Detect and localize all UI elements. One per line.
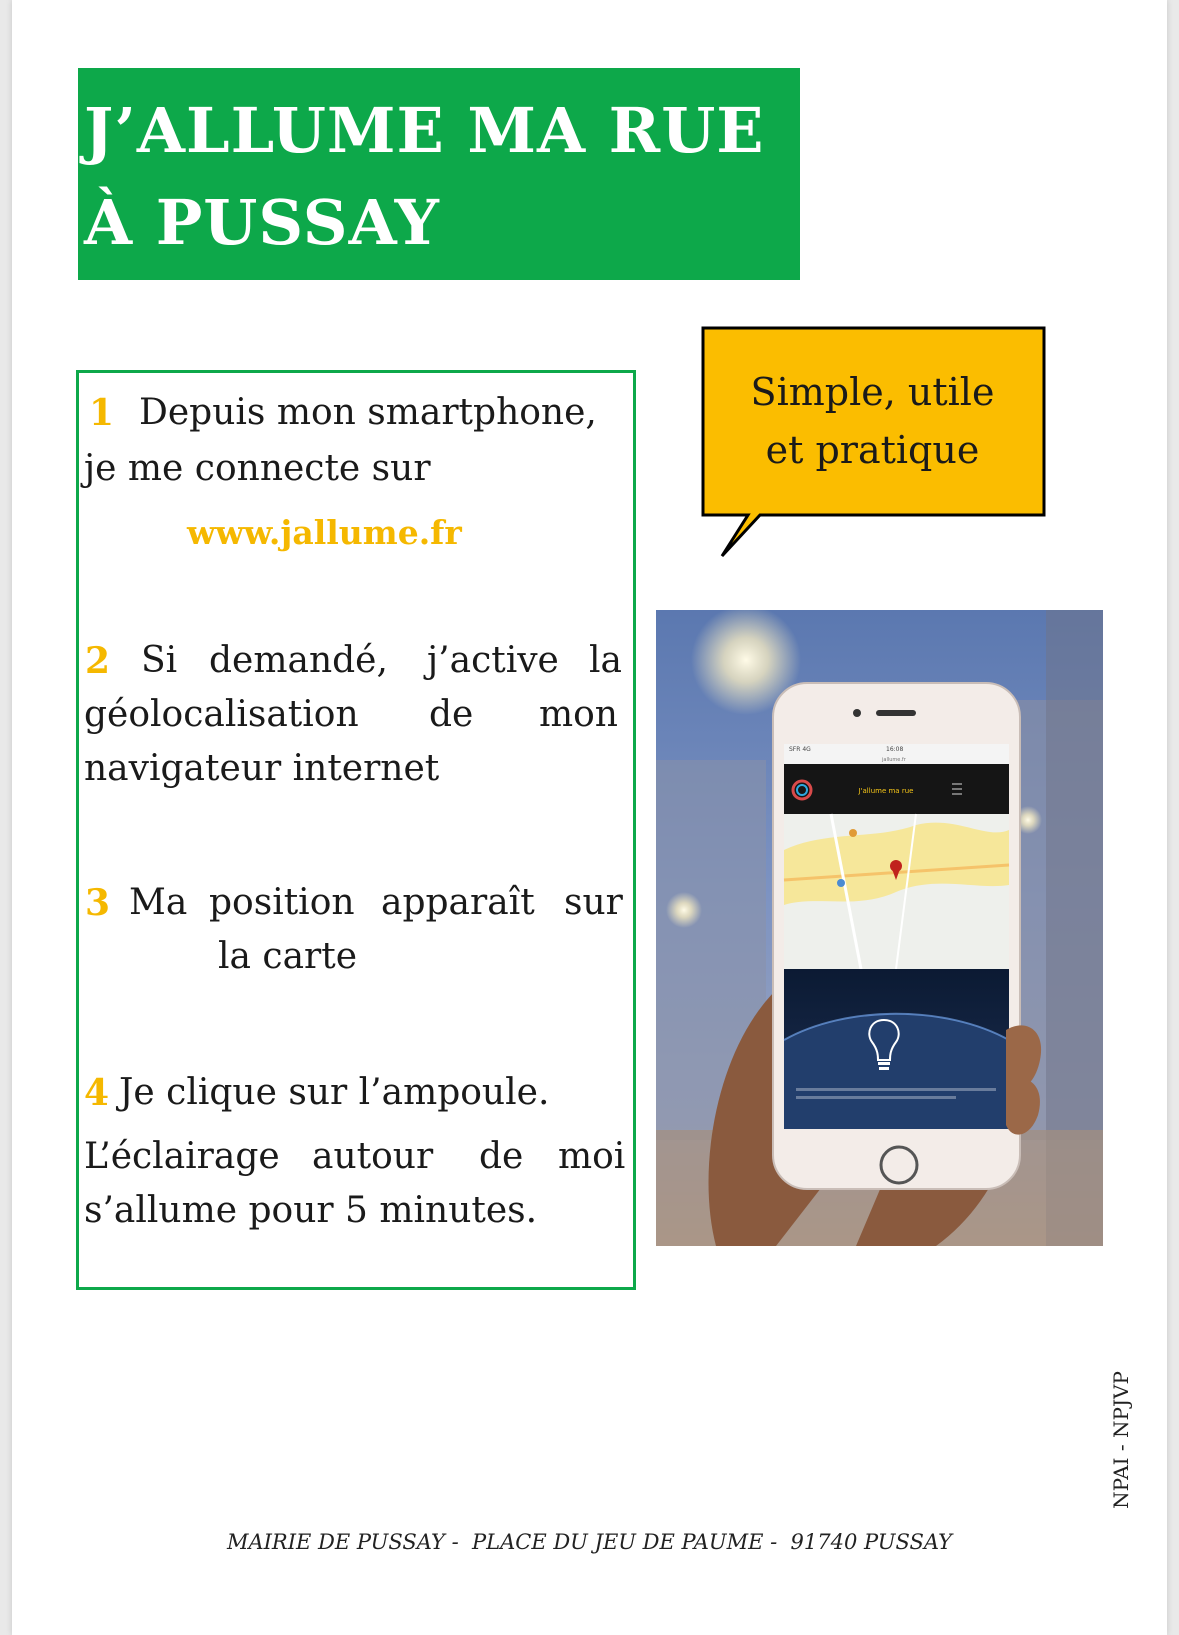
speech-bubble [700, 325, 1050, 560]
step-2-word: de [429, 694, 474, 735]
step-2-word: Si [141, 640, 178, 681]
step-2-word: demandé, [209, 640, 388, 681]
step-2-word: géolocalisation [84, 694, 359, 735]
step-4-word: moi [558, 1136, 626, 1177]
status-bar-carrier: SFR 4G [789, 746, 811, 753]
url-bar: jallume.fr [882, 757, 906, 763]
bubble-line-1: Simple, utile [750, 370, 995, 414]
footer-address: MAIRIE DE PUSSAY - PLACE DU JEU DE PAUME - 91740 PUSSAY [226, 1530, 953, 1554]
step-2-word: la [589, 640, 622, 681]
step-2-number: 2 [85, 640, 111, 682]
step-4-word: L’éclairage [84, 1136, 280, 1177]
step-2-line-3: navigateur internet [84, 748, 440, 789]
title-line-1: J’ALLUME MA RUE [84, 94, 765, 167]
step-1-number: 1 [89, 392, 115, 434]
smartphone-photo [656, 610, 1103, 1246]
step-2-word: j’active [427, 640, 559, 681]
phone-app-title: J'allume ma rue [858, 787, 914, 795]
step-3-word: apparaît [381, 882, 535, 923]
phone-in-hand-illustration [656, 610, 1103, 1246]
status-bar-time: 16:08 [886, 746, 904, 753]
bubble-line-2: et pratique [765, 428, 980, 472]
step-1-line-2: je me connecte sur [84, 448, 431, 489]
step-4-line-1: Je clique sur l’ampoule. [119, 1072, 550, 1113]
step-1-line-1: Depuis mon smartphone, [139, 392, 597, 433]
step-3-number: 3 [85, 882, 111, 924]
side-note: NPAI - NPJVP [1109, 1371, 1133, 1509]
step-4-number: 4 [84, 1072, 110, 1114]
step-3-word: Ma [129, 882, 188, 923]
title-banner [78, 68, 800, 280]
step-4-word: de [479, 1136, 524, 1177]
title-line-2: À PUSSAY [84, 186, 440, 259]
step-3-word: position [209, 882, 355, 923]
step-4-line-3: s’allume pour 5 minutes. [84, 1190, 538, 1231]
step-4-word: autour [312, 1136, 434, 1177]
step-2-word: mon [539, 694, 618, 735]
steps-panel [76, 370, 636, 1290]
step-3-word: sur [564, 882, 623, 923]
website-link[interactable]: www.jallume.fr [187, 513, 462, 552]
step-3-line-2: la carte [218, 936, 358, 977]
